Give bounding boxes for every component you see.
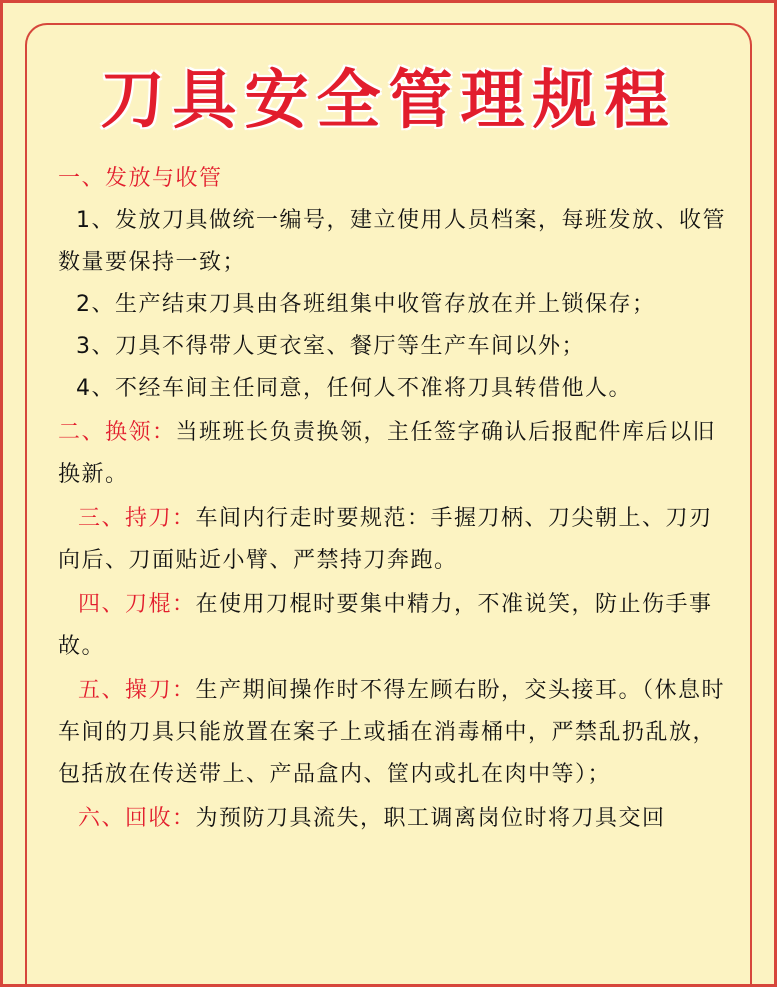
section-heading: 一、发放与收管	[58, 166, 223, 191]
section-1-heading	[58, 158, 729, 200]
section-1-item-1: 1、发放刀具做统一编号，建立使用人员档案，每班发放、收管数量要保持一致；	[58, 208, 726, 275]
section-1-item-4: 4、不经车间主任同意，任何人不准将刀具转借他人。	[76, 376, 632, 401]
section-heading: 四、刀棍：	[78, 592, 196, 617]
regulations-content	[58, 158, 729, 840]
section-text: 在使用刀棍时要集中精力，不准说笑，防止伤手事故。	[58, 592, 713, 659]
section-5	[58, 670, 729, 796]
section-heading: 六、回收：	[78, 806, 196, 831]
section-4	[58, 584, 729, 668]
section-heading: 二、换领：	[58, 420, 176, 445]
section-1-item-2: 2、生产结束刀具由各班组集中收管存放在并上锁保存；	[76, 292, 656, 317]
section-text: 为预防刀具流失，职工调离岗位时将刀具交回	[195, 806, 666, 831]
section-6	[58, 798, 729, 840]
section-text: 当班班长负责换领，主任签字确认后报配件库后以旧换新。	[58, 420, 717, 487]
section-text: 生产期间操作时不得左顾右盼，交头接耳。（休息时车间的刀具只能放置在案子上或插在消毒桶中，严禁乱扔乱放，包括放在传送带上、产品盒内、筐内或扎在肉中等）；	[58, 678, 726, 787]
page-title: 刀具安全管理规程	[100, 64, 677, 138]
section-heading: 三、持刀：	[78, 506, 196, 531]
section-1-item-3: 3、刀具不得带人更衣室、餐厅等生产车间以外；	[76, 334, 585, 359]
section-text: 车间内行走时要规范：手握刀柄、刀尖朝上、刀刃向后、刀面贴近小臂、严禁持刀奔跑。	[58, 506, 713, 573]
section-3	[58, 498, 729, 582]
section-heading: 五、操刀：	[78, 678, 196, 703]
section-2	[58, 412, 729, 496]
